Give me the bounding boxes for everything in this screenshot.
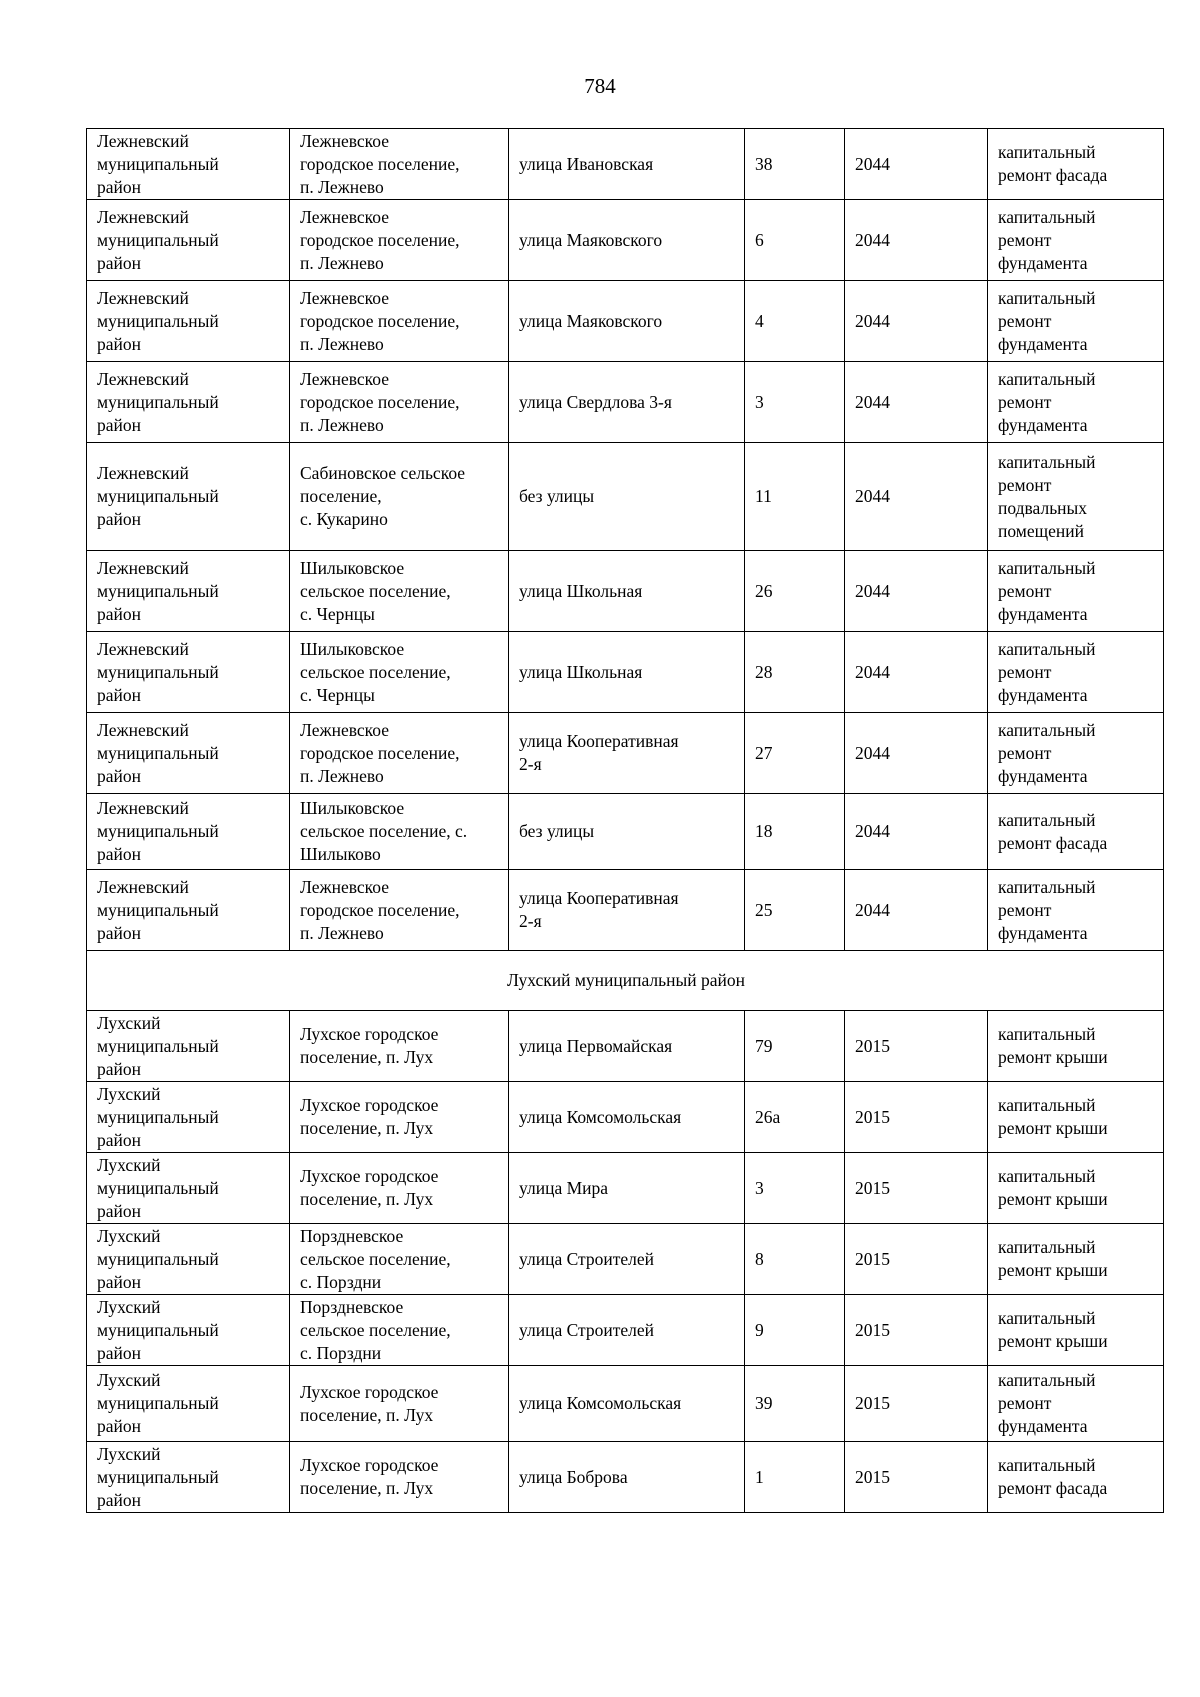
- year-cell: 2044: [845, 713, 988, 794]
- work-type-cell: капитальный ремонт крыши: [988, 1011, 1164, 1082]
- district-cell: Лежневский муниципальный район: [87, 794, 290, 870]
- house-cell: 26а: [745, 1082, 845, 1153]
- house-cell: 4: [745, 281, 845, 362]
- district-cell: Лухский муниципальный район: [87, 1082, 290, 1153]
- table-row: [87, 281, 1164, 362]
- district-cell: Лежневский муниципальный район: [87, 129, 290, 200]
- district-cell: Лухский муниципальный район: [87, 1295, 290, 1366]
- district-cell: Лежневский муниципальный район: [87, 870, 290, 951]
- settlement-cell: Лухское городское поселение, п. Лух: [290, 1366, 509, 1442]
- table-row: [87, 870, 1164, 951]
- year-cell: 2015: [845, 1295, 988, 1366]
- section-header-row: [87, 951, 1164, 1011]
- work-type-cell: капитальный ремонт фасада: [988, 794, 1164, 870]
- settlement-cell: Шилыковское сельское поселение, с. Шилыково: [290, 794, 509, 870]
- settlement-cell: Сабиновское сельское поселение, с. Кукарино: [290, 443, 509, 551]
- table-row: [87, 1153, 1164, 1224]
- street-cell: без улицы: [509, 443, 745, 551]
- street-cell: улица Строителей: [509, 1295, 745, 1366]
- year-cell: 2015: [845, 1442, 988, 1513]
- street-cell: улица Кооперативная 2-я: [509, 713, 745, 794]
- street-cell: улица Маяковского: [509, 200, 745, 281]
- work-type-cell: капитальный ремонт крыши: [988, 1153, 1164, 1224]
- table-row: [87, 794, 1164, 870]
- work-type-cell: капитальный ремонт фундамента: [988, 870, 1164, 951]
- year-cell: 2044: [845, 362, 988, 443]
- section-title: Лухский муниципальный район: [87, 951, 1164, 1011]
- house-cell: 6: [745, 200, 845, 281]
- year-cell: 2015: [845, 1224, 988, 1295]
- year-cell: 2015: [845, 1082, 988, 1153]
- work-type-cell: капитальный ремонт фасада: [988, 1442, 1164, 1513]
- settlement-cell: Порздневское сельское поселение, с. Порздни: [290, 1295, 509, 1366]
- year-cell: 2044: [845, 281, 988, 362]
- street-cell: улица Маяковского: [509, 281, 745, 362]
- work-type-cell: капитальный ремонт фундамента: [988, 362, 1164, 443]
- district-cell: Лежневский муниципальный район: [87, 281, 290, 362]
- house-cell: 8: [745, 1224, 845, 1295]
- year-cell: 2015: [845, 1011, 988, 1082]
- street-cell: улица Комсомольская: [509, 1082, 745, 1153]
- table-row: [87, 200, 1164, 281]
- street-cell: улица Школьная: [509, 551, 745, 632]
- table-row: [87, 129, 1164, 200]
- settlement-cell: Шилыковское сельское поселение, с. Чернцы: [290, 551, 509, 632]
- settlement-cell: Лухское городское поселение, п. Лух: [290, 1153, 509, 1224]
- house-cell: 1: [745, 1442, 845, 1513]
- settlement-cell: Лежневское городское поселение, п. Лежнево: [290, 870, 509, 951]
- settlement-cell: Лухское городское поселение, п. Лух: [290, 1442, 509, 1513]
- work-type-cell: капитальный ремонт фундамента: [988, 632, 1164, 713]
- table-row: [87, 1082, 1164, 1153]
- house-cell: 26: [745, 551, 845, 632]
- year-cell: 2015: [845, 1153, 988, 1224]
- work-type-cell: капитальный ремонт крыши: [988, 1295, 1164, 1366]
- table-row: [87, 1011, 1164, 1082]
- street-cell: улица Строителей: [509, 1224, 745, 1295]
- house-cell: 9: [745, 1295, 845, 1366]
- settlement-cell: Шилыковское сельское поселение, с. Чернцы: [290, 632, 509, 713]
- house-cell: 79: [745, 1011, 845, 1082]
- year-cell: 2044: [845, 632, 988, 713]
- house-cell: 3: [745, 362, 845, 443]
- year-cell: 2044: [845, 794, 988, 870]
- work-type-cell: капитальный ремонт фундамента: [988, 200, 1164, 281]
- street-cell: улица Школьная: [509, 632, 745, 713]
- settlement-cell: Лежневское городское поселение, п. Лежнево: [290, 129, 509, 200]
- district-cell: Лежневский муниципальный район: [87, 551, 290, 632]
- settlement-cell: Лухское городское поселение, п. Лух: [290, 1011, 509, 1082]
- street-cell: улица Мира: [509, 1153, 745, 1224]
- table-row: [87, 362, 1164, 443]
- settlement-cell: Лежневское городское поселение, п. Лежнево: [290, 200, 509, 281]
- district-cell: Лежневский муниципальный район: [87, 713, 290, 794]
- street-cell: улица Ивановская: [509, 129, 745, 200]
- street-cell: улица Комсомольская: [509, 1366, 745, 1442]
- house-cell: 11: [745, 443, 845, 551]
- street-cell: улица Первомайская: [509, 1011, 745, 1082]
- district-cell: Лухский муниципальный район: [87, 1153, 290, 1224]
- district-cell: Лухский муниципальный район: [87, 1224, 290, 1295]
- district-cell: Лухский муниципальный район: [87, 1442, 290, 1513]
- house-cell: 38: [745, 129, 845, 200]
- street-cell: улица Свердлова 3-я: [509, 362, 745, 443]
- district-cell: Лухский муниципальный район: [87, 1011, 290, 1082]
- house-cell: 18: [745, 794, 845, 870]
- house-cell: 25: [745, 870, 845, 951]
- street-cell: улица Боброва: [509, 1442, 745, 1513]
- district-cell: Лежневский муниципальный район: [87, 443, 290, 551]
- table-row: [87, 632, 1164, 713]
- district-cell: Лежневский муниципальный район: [87, 632, 290, 713]
- year-cell: 2044: [845, 870, 988, 951]
- year-cell: 2044: [845, 551, 988, 632]
- work-type-cell: капитальный ремонт фундамента: [988, 713, 1164, 794]
- year-cell: 2044: [845, 129, 988, 200]
- district-cell: Лухский муниципальный район: [87, 1366, 290, 1442]
- settlement-cell: Лежневское городское поселение, п. Лежнево: [290, 713, 509, 794]
- settlement-cell: Порздневское сельское поселение, с. Порздни: [290, 1224, 509, 1295]
- street-cell: без улицы: [509, 794, 745, 870]
- table-row: [87, 713, 1164, 794]
- work-type-cell: капитальный ремонт фундамента: [988, 1366, 1164, 1442]
- house-cell: 27: [745, 713, 845, 794]
- settlement-cell: Лежневское городское поселение, п. Лежнево: [290, 362, 509, 443]
- table-row: [87, 1442, 1164, 1513]
- work-type-cell: капитальный ремонт фундамента: [988, 551, 1164, 632]
- table-row: [87, 1224, 1164, 1295]
- district-cell: Лежневский муниципальный район: [87, 200, 290, 281]
- page-number: 784: [584, 74, 616, 98]
- work-type-cell: капитальный ремонт крыши: [988, 1224, 1164, 1295]
- year-cell: 2015: [845, 1366, 988, 1442]
- house-cell: 39: [745, 1366, 845, 1442]
- work-type-cell: капитальный ремонт крыши: [988, 1082, 1164, 1153]
- year-cell: 2044: [845, 200, 988, 281]
- repair-schedule-table: [86, 128, 1164, 1513]
- settlement-cell: Лежневское городское поселение, п. Лежнево: [290, 281, 509, 362]
- table-row: [87, 1366, 1164, 1442]
- street-cell: улица Кооперативная 2-я: [509, 870, 745, 951]
- work-type-cell: капитальный ремонт фундамента: [988, 281, 1164, 362]
- district-cell: Лежневский муниципальный район: [87, 362, 290, 443]
- year-cell: 2044: [845, 443, 988, 551]
- house-cell: 28: [745, 632, 845, 713]
- house-cell: 3: [745, 1153, 845, 1224]
- work-type-cell: капитальный ремонт подвальных помещений: [988, 443, 1164, 551]
- table-row: [87, 1295, 1164, 1366]
- table-row: [87, 443, 1164, 551]
- settlement-cell: Лухское городское поселение, п. Лух: [290, 1082, 509, 1153]
- work-type-cell: капитальный ремонт фасада: [988, 129, 1164, 200]
- table-row: [87, 551, 1164, 632]
